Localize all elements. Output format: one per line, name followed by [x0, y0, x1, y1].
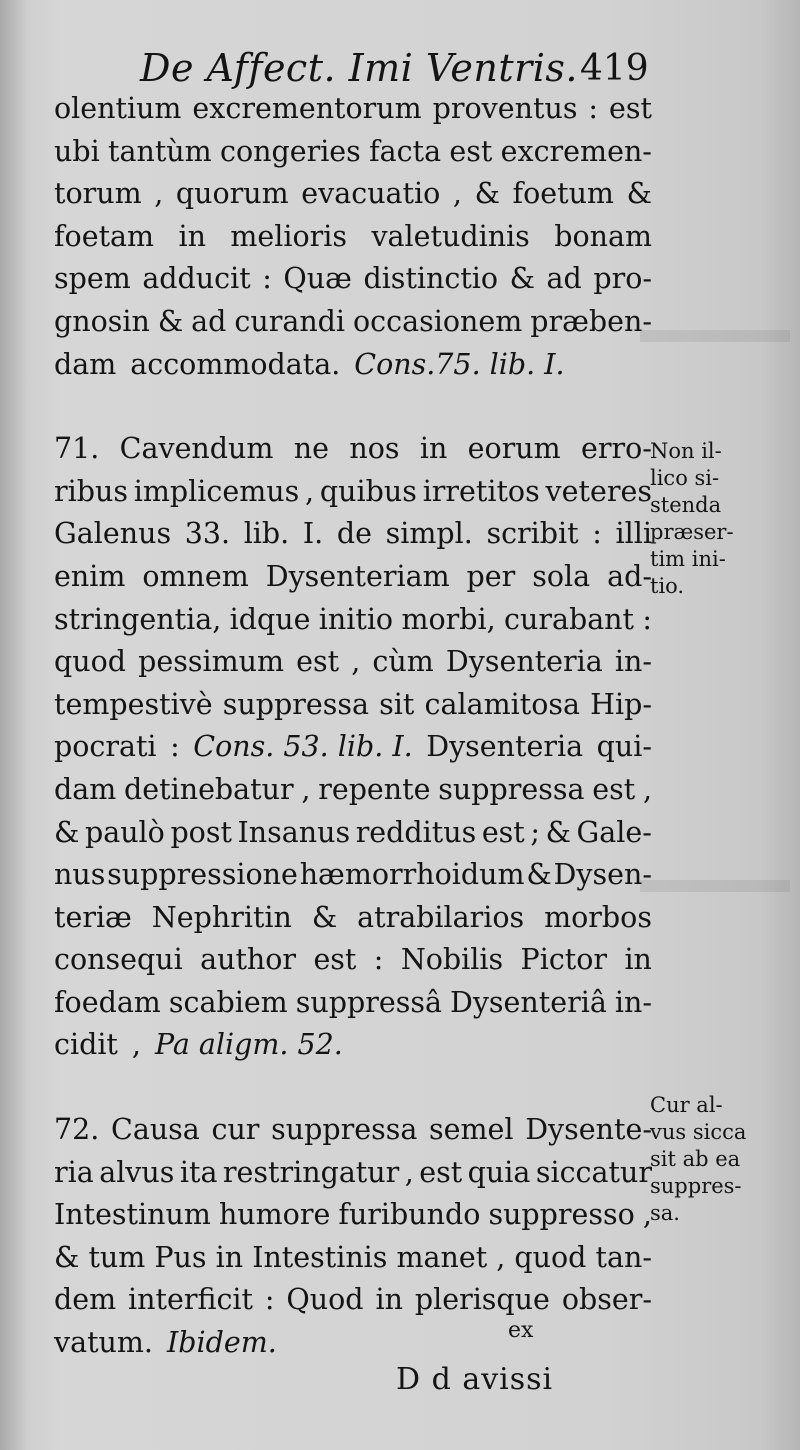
- catchword: D d avissi: [396, 1362, 554, 1397]
- word: obser-: [561, 1283, 652, 1317]
- word: author: [200, 943, 297, 977]
- text-line: [54, 730, 652, 773]
- margin-note-line: stenda: [650, 493, 722, 517]
- margin-note-line: præser-: [650, 520, 734, 544]
- word: Dysente-: [525, 1113, 652, 1147]
- word: suppresso: [488, 1198, 635, 1232]
- word: Dysenteriâ: [449, 985, 607, 1019]
- word: Hip-: [590, 687, 652, 721]
- word: ,: [351, 645, 361, 679]
- word: ad-: [607, 559, 652, 593]
- word: excremen-: [500, 134, 652, 168]
- catch-mark: ex: [508, 1318, 534, 1343]
- word: congeries: [219, 134, 361, 168]
- word: :: [373, 943, 384, 977]
- word: excrementorum: [192, 92, 422, 125]
- page-number: 419: [580, 48, 649, 89]
- word: &: [474, 177, 500, 211]
- word: tan-: [595, 1240, 652, 1274]
- citation: Ibidem.: [167, 1326, 277, 1360]
- text-line: [54, 603, 652, 646]
- word: restringatur: [222, 1155, 400, 1189]
- word: qui-: [596, 730, 652, 764]
- word: præben-: [530, 304, 652, 338]
- word: suppressione: [107, 858, 298, 892]
- word: I.: [302, 517, 324, 551]
- text-line: [54, 305, 652, 348]
- word: teriæ: [54, 900, 132, 934]
- word: distinctio: [363, 262, 499, 296]
- word: ria: [54, 1155, 94, 1189]
- word: facta: [369, 134, 442, 168]
- word: est: [592, 772, 636, 806]
- word: sola: [532, 559, 591, 593]
- word: 71.: [54, 432, 100, 466]
- word: calamitosa: [424, 687, 580, 721]
- word: in: [178, 219, 206, 253]
- text-line: [54, 517, 652, 560]
- word: 72.: [54, 1113, 100, 1147]
- word: ,: [642, 1198, 652, 1232]
- word: Nephritin: [151, 900, 292, 934]
- word: irretitos: [422, 474, 540, 508]
- margin-note-line: lico si-: [650, 466, 720, 490]
- word: ubi: [54, 134, 100, 168]
- word: Causa: [111, 1113, 200, 1147]
- margin-note-line: Cur al-: [650, 1093, 723, 1117]
- margin-note-line: Non il-: [650, 439, 722, 463]
- main-text-column: [54, 92, 652, 1369]
- word: vatum.: [54, 1326, 153, 1360]
- word: accommodata.: [130, 347, 341, 381]
- word: hæmorrhoidum: [299, 858, 525, 892]
- word: quod: [514, 1240, 587, 1274]
- word: ad: [546, 262, 582, 296]
- margin-note-line: tio.: [650, 574, 685, 598]
- text-line: [54, 262, 652, 305]
- word: occasionem: [353, 304, 523, 338]
- word: redditus: [355, 815, 477, 849]
- text-line: [54, 1326, 652, 1369]
- text-line: [54, 816, 652, 859]
- word: :: [170, 730, 180, 764]
- word: in: [419, 432, 448, 466]
- word: idque: [229, 602, 311, 636]
- margin-note-line: tim ini-: [650, 547, 726, 571]
- word: enim: [54, 559, 126, 593]
- word: suppressa: [271, 1113, 418, 1147]
- word: foetum: [512, 177, 614, 211]
- word: paulò: [84, 815, 165, 849]
- word: quod: [54, 645, 127, 679]
- word: simpl.: [385, 517, 473, 551]
- word: omnem: [142, 559, 249, 593]
- word: morbi,: [401, 602, 496, 636]
- word: :: [262, 262, 272, 296]
- word: cur: [211, 1113, 260, 1147]
- margin-note-2: [650, 1092, 796, 1227]
- word: gnosin: [54, 304, 150, 338]
- word: Nobilis: [400, 943, 504, 977]
- word: lib.: [243, 517, 290, 551]
- text-line: [54, 901, 652, 944]
- word: Pus: [154, 1240, 207, 1274]
- word: pocrati: [54, 730, 157, 764]
- word: erro-: [581, 432, 652, 466]
- text-line: [54, 220, 652, 263]
- word: pessimum: [138, 645, 285, 679]
- word: est: [313, 943, 357, 977]
- text-line: [54, 348, 652, 391]
- word: implicemus: [133, 474, 300, 508]
- text-line: [54, 1241, 652, 1284]
- word: nos: [349, 432, 400, 466]
- word: Gale-: [576, 815, 652, 849]
- word: detinebatur: [124, 772, 294, 806]
- word: veteres: [545, 474, 652, 508]
- citation: Pa aligm. 52.: [154, 1028, 343, 1062]
- word: stringentia,: [54, 602, 222, 636]
- word: ,: [301, 772, 311, 806]
- word: 33.: [184, 517, 231, 551]
- text-line: [54, 773, 652, 816]
- running-title: De Affect. Imi Ventris.: [140, 46, 578, 90]
- word: curabant: [504, 602, 634, 636]
- word: quibus: [319, 474, 417, 508]
- word: Dysenteria: [426, 730, 584, 764]
- word: ,: [452, 177, 462, 211]
- citation: Cons. 53. lib. I.: [193, 730, 413, 764]
- word: &: [54, 1240, 80, 1274]
- word: ribus: [54, 474, 128, 508]
- word: ;: [530, 815, 540, 849]
- word: Galenus: [54, 517, 172, 551]
- word: post: [170, 815, 232, 849]
- word: in: [215, 1240, 244, 1274]
- word: ,: [154, 177, 164, 211]
- word: humore: [218, 1198, 331, 1232]
- text-line: [54, 858, 652, 901]
- word: &: [526, 858, 552, 892]
- word: pro-: [593, 262, 652, 296]
- word: scribit: [486, 517, 579, 551]
- word: Dysenteria: [445, 645, 603, 679]
- word: &: [509, 262, 535, 296]
- word: &: [157, 304, 184, 338]
- margin-note-line: sa.: [650, 1201, 680, 1225]
- word: &: [54, 815, 80, 849]
- word: plerisque: [414, 1283, 550, 1317]
- word: ita: [179, 1155, 218, 1189]
- word: tantùm: [108, 134, 212, 168]
- word: quorum: [175, 177, 289, 211]
- word: foedam: [54, 985, 161, 1019]
- word: suppressa: [438, 772, 585, 806]
- word: Intestinis: [252, 1240, 388, 1274]
- word: interficit: [128, 1283, 253, 1317]
- word: quia: [467, 1155, 531, 1189]
- margin-note-line: sit ab ea: [650, 1147, 741, 1171]
- word: ,: [305, 474, 315, 508]
- text-line: [54, 475, 652, 518]
- text-line: [54, 943, 652, 986]
- text-line: [54, 1198, 652, 1241]
- word: cidit: [54, 1028, 118, 1062]
- word: illi: [615, 517, 652, 551]
- word: ne: [293, 432, 329, 466]
- word: furibundo: [338, 1198, 481, 1232]
- word: in-: [614, 645, 652, 679]
- word: per: [466, 559, 516, 593]
- text-line: [54, 1113, 652, 1156]
- word: foetam: [54, 219, 155, 253]
- word: dam: [54, 347, 117, 381]
- word: :: [642, 602, 652, 636]
- word: nus: [54, 858, 106, 892]
- word: Insanus: [237, 815, 351, 849]
- word: bonam: [554, 219, 652, 253]
- text-line: [54, 986, 652, 1029]
- word: evacuatio: [301, 177, 441, 211]
- word: in-: [614, 985, 652, 1019]
- word: in: [375, 1283, 403, 1317]
- text-line: [54, 1156, 652, 1199]
- text-line: [54, 432, 652, 475]
- word: &: [311, 900, 338, 934]
- word: de: [336, 517, 372, 551]
- word: proventus: [432, 92, 578, 125]
- word: ad: [191, 304, 227, 338]
- word: &: [545, 815, 571, 849]
- word: Pictor: [520, 943, 608, 977]
- word: Dysen-: [553, 858, 652, 892]
- word: scabiem: [168, 985, 288, 1019]
- text-line: [54, 1283, 652, 1326]
- word: morbos: [544, 900, 652, 934]
- word: est: [296, 645, 340, 679]
- word: semel: [429, 1113, 514, 1147]
- word: curandi: [234, 304, 346, 338]
- word: siccatur: [535, 1155, 652, 1189]
- word: manet: [396, 1240, 488, 1274]
- word: in: [624, 943, 652, 977]
- text-line: [54, 1028, 652, 1071]
- word: sit: [379, 687, 415, 721]
- word: est: [419, 1155, 463, 1189]
- word: alvus: [99, 1155, 175, 1189]
- word: est: [609, 92, 652, 125]
- margin-note-line: suppres-: [650, 1174, 742, 1198]
- word: suppressâ: [295, 985, 442, 1019]
- word: tempestivè: [54, 687, 213, 721]
- word: ,: [642, 772, 652, 806]
- word: eorum: [467, 432, 561, 466]
- word: :: [592, 517, 602, 551]
- word: olentium: [54, 92, 182, 125]
- word: suppressa: [222, 687, 369, 721]
- word: torum: [54, 177, 142, 211]
- word: Quæ: [283, 262, 352, 296]
- word: dam: [54, 772, 117, 806]
- word: repente: [318, 772, 431, 806]
- bleed-through-mark: [640, 330, 790, 342]
- word: spem: [54, 262, 131, 296]
- word: est: [481, 815, 525, 849]
- paragraph-gap: [54, 1071, 652, 1113]
- text-line: [54, 645, 652, 688]
- citation: Cons.75. lib. I.: [354, 347, 565, 381]
- word: valetudinis: [371, 219, 530, 253]
- word: &: [626, 177, 652, 211]
- word: ,: [496, 1240, 506, 1274]
- word: ,: [131, 1028, 141, 1062]
- word: :: [264, 1283, 275, 1317]
- word: :: [588, 92, 599, 125]
- page-header: [0, 40, 800, 100]
- word: Intestinum: [54, 1198, 211, 1232]
- word: ,: [404, 1155, 414, 1189]
- text-line: [54, 177, 652, 220]
- word: consequi: [54, 943, 183, 977]
- word: est: [449, 134, 493, 168]
- word: Cavendum: [119, 432, 274, 466]
- word: atrabilarios: [357, 900, 525, 934]
- paragraph-gap: [54, 390, 652, 432]
- word: initio: [318, 602, 394, 636]
- bleed-through-mark: [640, 880, 790, 892]
- word: Quod: [286, 1283, 364, 1317]
- text-line: [54, 135, 652, 178]
- text-line: [54, 688, 652, 731]
- word: Dysenteriam: [265, 559, 450, 593]
- word: cùm: [372, 645, 434, 679]
- word: tum: [88, 1240, 146, 1274]
- word: melioris: [230, 219, 348, 253]
- text-line: [54, 560, 652, 603]
- word: dem: [54, 1283, 117, 1317]
- margin-note-1: [650, 438, 796, 600]
- word: adducit: [142, 262, 251, 296]
- margin-note-line: vus sicca: [650, 1120, 747, 1144]
- text-line: [54, 92, 652, 135]
